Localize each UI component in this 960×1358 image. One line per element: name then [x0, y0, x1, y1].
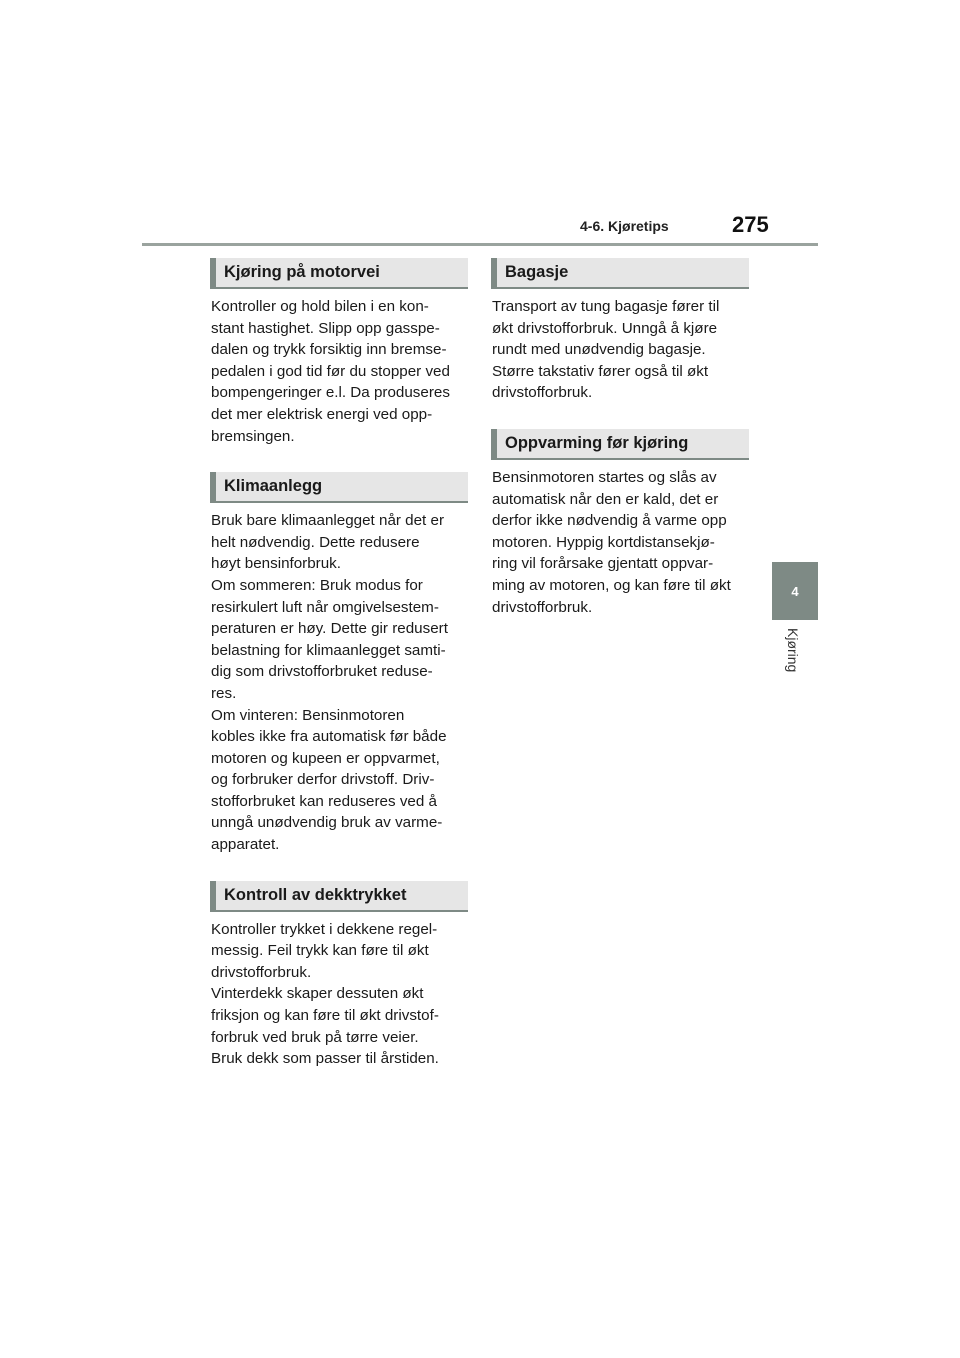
text-line: dalen og trykk forsiktig inn bremse- — [211, 341, 447, 359]
section-body — [491, 467, 749, 618]
section-luggage — [491, 258, 749, 404]
text-line: pedalen i god tid før du stopper ved — [211, 362, 450, 380]
text-line: resirkulert luft når omgivelsestem- — [211, 598, 439, 616]
text-line: Større takstativ fører også til økt — [492, 362, 709, 380]
section-body — [210, 919, 468, 1070]
text-line: stofforbruket kan reduseres ved å — [211, 792, 437, 810]
text-line: forbruk ved bruk på tørre veier. — [211, 1028, 419, 1046]
text-line: økt drivstofforbruk. Unngå å kjøre — [492, 319, 718, 337]
section-warmup — [491, 429, 749, 618]
text-line: messig. Feil trykk kan føre til økt — [211, 942, 429, 960]
text-line: Kontroller og hold bilen i en kon- — [211, 298, 429, 315]
header-divider — [142, 243, 818, 246]
chapter-number: 4 — [791, 583, 799, 599]
text-line: motoren og kupeen er oppvarmet, — [211, 749, 440, 767]
section-tire-pressure — [210, 881, 468, 1070]
section-heading: Kjøring på motorvei — [210, 258, 468, 289]
text-line: drivstofforbruk. — [492, 598, 593, 616]
section-heading: Klimaanlegg — [210, 472, 468, 503]
right-column — [491, 258, 749, 618]
text-line: Om sommeren: Bruk modus for — [211, 576, 423, 594]
text-line: det mer elektrisk energi ved opp- — [211, 405, 433, 423]
text-line: friksjon og kan føre til økt drivstof- — [211, 1007, 439, 1025]
text-line: Kontroller trykket i dekkene regel- — [211, 920, 438, 938]
left-column — [210, 258, 468, 1070]
section-heading: Oppvarming før kjøring — [491, 429, 749, 460]
section-heading: Kontroll av dekktrykket — [210, 881, 468, 912]
text-line: apparatet. — [211, 836, 280, 854]
text-line: dig som drivstofforbruket reduse- — [211, 663, 433, 681]
text-line: drivstofforbruk. — [211, 963, 312, 981]
page-number: 275 — [732, 212, 769, 237]
text-line: motoren. Hyppig kortdistansekjø- — [492, 533, 715, 551]
text-line: automatisk når den er kald, det er — [492, 490, 719, 508]
text-line: helt nødvendig. Dette redusere — [211, 533, 420, 551]
text-line: kobles ikke fra automatisk før både — [211, 728, 447, 746]
text-line: res. — [211, 684, 237, 702]
section-motorway — [210, 258, 468, 447]
text-line: drivstofforbruk. — [492, 384, 593, 402]
section-title: 4-6. Kjøretips — [580, 218, 669, 234]
section-body — [491, 296, 749, 404]
text-line: bompengeringer e.l. Da produseres — [211, 384, 450, 402]
text-line: unngå unødvendig bruk av varme- — [211, 814, 443, 832]
text-line: Transport av tung bagasje fører til — [492, 298, 720, 315]
text-line: belastning for klimaanlegget samti- — [211, 641, 446, 659]
chapter-label: Kjøring — [785, 628, 801, 673]
text-line: stant hastighet. Slipp opp gasspe- — [211, 319, 440, 337]
text-line: ming av motoren, og kan føre til økt — [492, 576, 731, 594]
chapter-tab — [772, 562, 818, 620]
text-line: Om vinteren: Bensinmotoren — [211, 706, 405, 724]
section-heading: Bagasje — [491, 258, 749, 289]
section-climate — [210, 472, 468, 856]
text-line: og forbruker derfor drivstoff. Driv- — [211, 771, 435, 789]
section-body — [210, 296, 468, 447]
section-body — [210, 510, 468, 856]
text-line: Bensinmotoren startes og slås av — [492, 468, 717, 486]
text-line: Vinterdekk skaper dessuten økt — [211, 985, 424, 1003]
text-line: derfor ikke nødvendig å varme opp — [492, 512, 727, 530]
text-line: rundt med unødvendig bagasje. — [492, 341, 706, 359]
text-line: peraturen er høy. Dette gir redusert — [211, 620, 448, 638]
text-line: høyt bensinforbruk. — [211, 555, 341, 573]
text-line: bremsingen. — [211, 427, 295, 445]
text-line: ring vil forårsake gjentatt oppvar- — [492, 555, 714, 573]
text-line: Bruk dekk som passer til årstiden. — [211, 1050, 439, 1068]
text-line: Bruk bare klimaanlegget når det er — [211, 512, 445, 530]
